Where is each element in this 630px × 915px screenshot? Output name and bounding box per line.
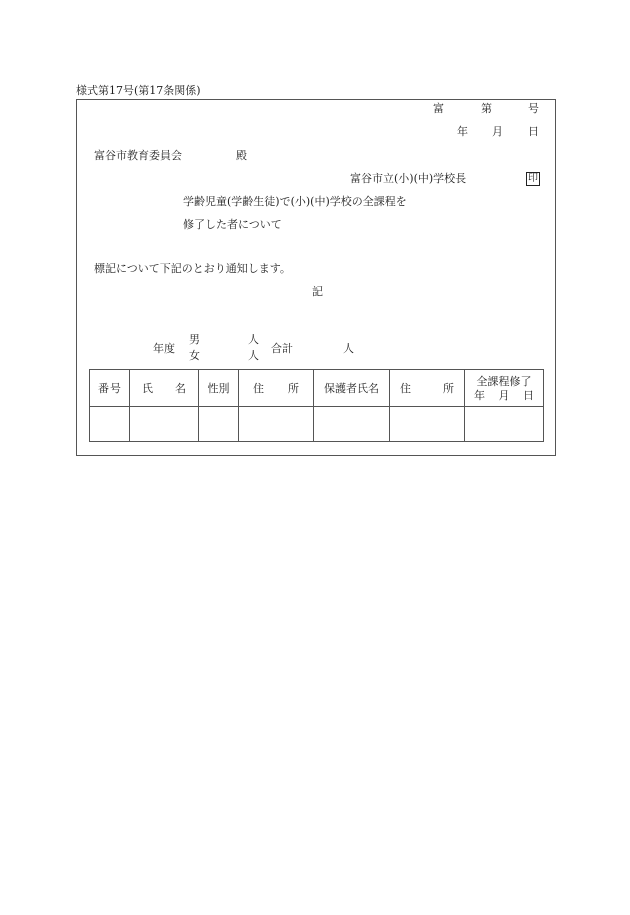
header-address-1: 住 所	[239, 370, 314, 407]
cell-address-2	[390, 407, 465, 442]
summary-year-label: 年度	[153, 342, 175, 355]
doc-no-suffix: 号	[528, 102, 539, 115]
subject-line-1: 学齢児童(学齢生徒)で(小)(中)学校の全課程を	[183, 195, 407, 208]
sender-name: 富谷市立(小)(中)学校長	[350, 172, 467, 185]
summary-total-label: 合計	[271, 342, 293, 355]
recipient-name: 富谷市教育委員会	[94, 149, 182, 162]
summary-male: 男	[189, 333, 200, 346]
header-address-2: 住 所	[390, 370, 465, 407]
doc-date-day: 日	[528, 125, 539, 138]
cell-completion-date	[465, 407, 544, 442]
header-completion: 全課程修了 年 月 日	[465, 370, 544, 407]
header-number: 番 号	[90, 370, 130, 407]
doc-no-prefix: 富	[433, 102, 444, 115]
cell-gender	[199, 407, 239, 442]
table-row	[90, 407, 544, 442]
ki-heading: 記	[312, 285, 323, 298]
header-guardian-name: 保護者氏名	[314, 370, 390, 407]
doc-date-month: 月	[492, 125, 503, 138]
roster-table	[89, 369, 544, 442]
summary-total-unit: 人	[343, 342, 354, 355]
summary-person-male: 人	[248, 333, 259, 346]
body-text: 標記について下記のとおり通知します。	[94, 262, 291, 275]
header-gender: 性別	[199, 370, 239, 407]
table-header-row	[90, 370, 544, 407]
cell-name	[130, 407, 199, 442]
cell-guardian-name	[314, 407, 390, 442]
doc-date-year: 年	[457, 125, 468, 138]
subject-line-2: 修了した者について	[183, 218, 282, 231]
form-header: 様式第17号(第17条関係)	[76, 84, 201, 97]
doc-no-mid: 第	[481, 102, 492, 115]
summary-female: 女	[189, 349, 200, 362]
completion-date-labels: 年 月 日	[474, 388, 534, 402]
summary-person-female: 人	[248, 349, 259, 362]
recipient-honorific: 殿	[236, 149, 247, 162]
header-name: 氏 名	[130, 370, 199, 407]
seal-mark: 印	[528, 173, 538, 184]
cell-number	[90, 407, 130, 442]
cell-address-1	[239, 407, 314, 442]
